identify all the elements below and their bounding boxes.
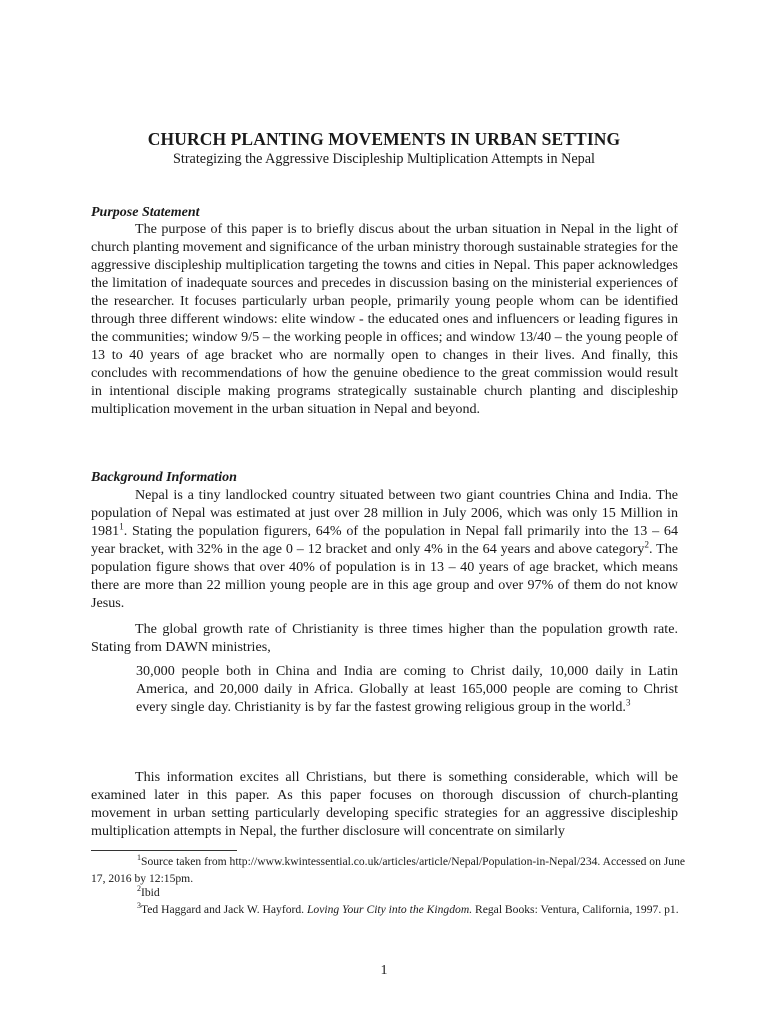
footnote-3-book-title: Loving Your City into the Kingdom. [306,903,473,916]
footnote-3-authors: Ted Haggard and Jack W. Hayford. [141,903,307,916]
footnote-ref-1: 1 [119,521,124,532]
footnote-3 [91,901,691,918]
block-quote-text: 30,000 people both in China and India are coming to Christ daily, 10,000 daily in Latin America, and 20,000 daily in Africa. Globally at least 165,000 people are coming to Christ every single day. Christianity is by far the fastest growing religious group in the world. [136,663,678,715]
footnote-1-text: Source taken from http://www.kwintessential.co.uk/articles/article/Nepal/Population-in-Nepal/234. Accessed on June 17, 2016 by 12:15pm. [91,855,686,885]
footnote-1 [91,853,691,887]
background-paragraph-1-text-c: . The population figure shows that over 40% of population is in 13 – 40 years of age bracket, which means there are more than 22 million young people are in this age group and over 97% of them do not know Jesus. [91,541,678,611]
background-paragraph-1-text-a: Nepal is a tiny landlocked country situated between two giant countries China and India. The population of Nepal was estimated at just over 28 million in July 2006, which was only 15 Million in 1981 [91,487,678,539]
footnote-ref-2: 2 [644,539,649,550]
background-paragraph-2: The global growth rate of Christianity is three times higher than the population growth rate. Stating from DAWN ministries, [91,621,678,655]
page-number: 1 [380,963,388,978]
footnote-2-text: Ibid [141,886,160,899]
background-paragraph-1 [91,486,678,612]
footnote-2-mark: 2 [137,884,141,894]
footnote-3-publisher: Regal Books: Ventura, California, 1997. p1. [472,903,679,916]
paper-title: CHURCH PLANTING MOVEMENTS IN URBAN SETTING [147,129,621,149]
background-paragraph-3: This information excites all Christians, but there is something considerable, which will be examined later in this paper. As this paper focuses on thorough discussion of church-planting movement in urban setting particularly developing specific strategies for an aggressive discipleship multiplication attempts in Nepal, the further disclosure will concentrate on similarly [91,769,678,839]
block-quote [136,662,678,716]
background-heading: Background Information [91,470,237,485]
footnote-3-mark: 3 [137,901,141,911]
footnote-2 [91,884,691,901]
footnote-ref-3: 3 [625,697,631,708]
background-paragraph-1-text-b: . Stating the population figurers, 64% of the population in Nepal fall primarily into the 13 – 64 year bracket, with 32% in the age 0 – 12 bracket and only 4% in the 64 years and above category [91,523,678,557]
paper-subtitle: Strategizing the Aggressive Discipleship Multiplication Attempts in Nepal [172,151,595,167]
purpose-heading: Purpose Statement [91,205,200,220]
footnote-separator [91,850,237,851]
purpose-paragraph: The purpose of this paper is to briefly discus about the urban situation in Nepal in the light of church planting movement and significance of the urban ministry thorough sustainable strategies for the aggressive discipleship multiplication targeting the towns and cities in Nepal. This paper acknowledges the limitation of inadequate sources and precedes in discussion basing on the ministerial experiences of the researcher. It focuses particularly urban people, primarily young people whom can be identified through three different windows: elite window - the educated ones and influencers or leading figures in the communities; window 9/5 – the working people in offices; and window 13/40 – the young people of 13 to 40 years of age bracket who are normally open to changes in their lives. And finally, this concludes with recommendations of how the genuine obedience to the great commission would result in intentional disciple making programs strategically sustainable church planting and discipleship multiplication movement in the urban situation in Nepal and beyond. [91,221,678,417]
footnote-1-mark: 1 [137,853,141,863]
